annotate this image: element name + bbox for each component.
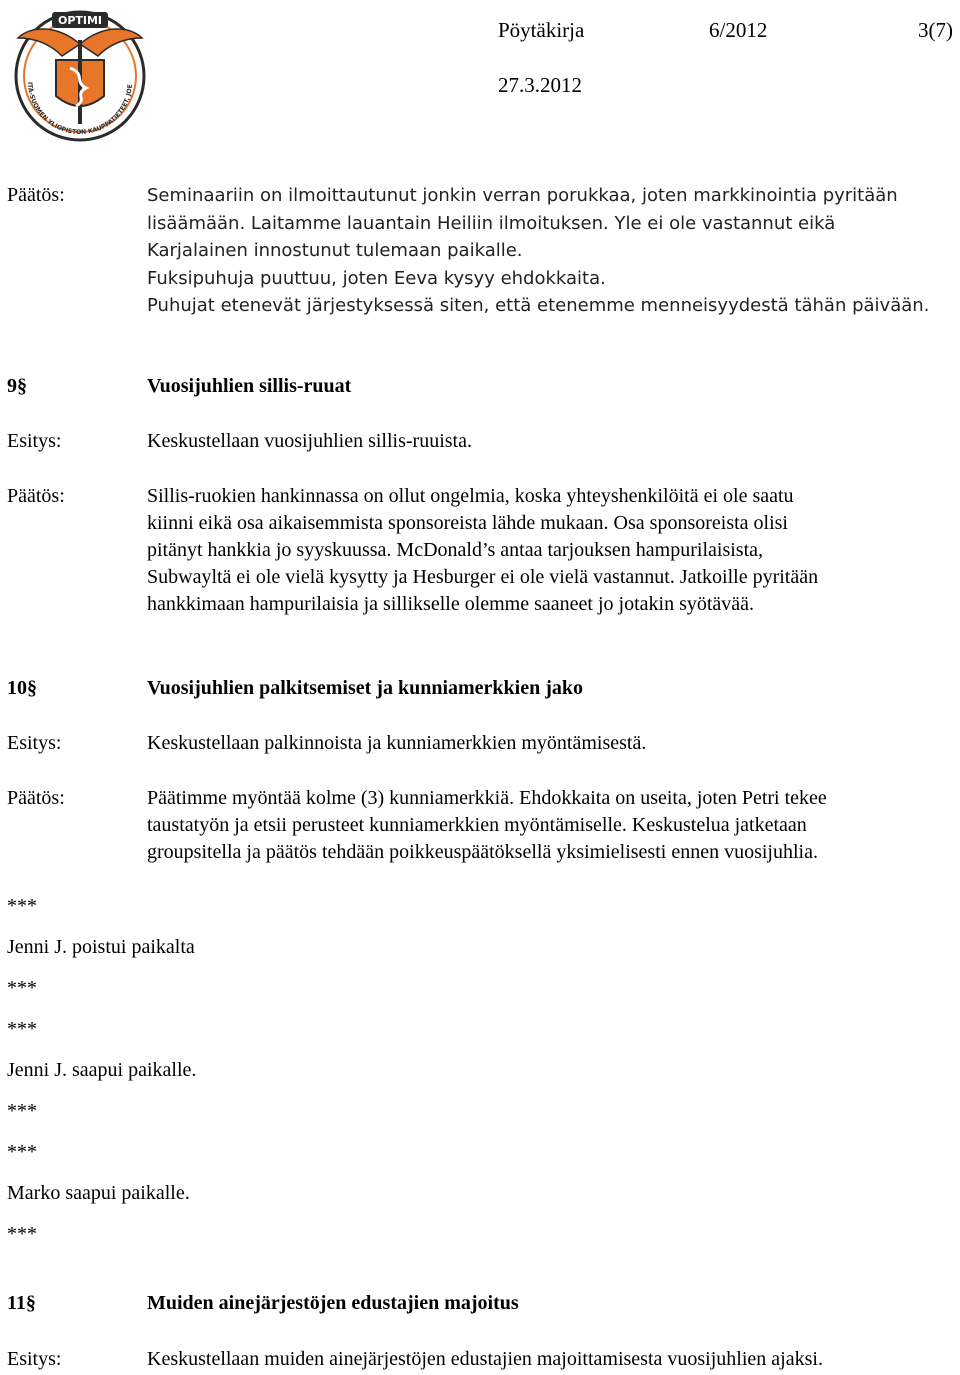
section10-decision-line: Päätimme myöntää kolme (3) kunniamerkkiä. Ehdokkaita on useita, joten Petri tekee <box>147 787 827 809</box>
note-separator: *** <box>7 1141 37 1163</box>
section10-decision-line: taustatyön ja etsii perusteet kunniamerkkien myöntämiselle. Keskustelua jatketaan <box>147 814 807 836</box>
section9-decision-text <box>147 483 957 618</box>
section9-proposal: Keskustellaan vuosijuhlien sillis-ruuista. <box>147 430 472 452</box>
section9-decision-line: pitänyt hankkia jo syyskuussa. McDonald’s antaa tarjouksen hampurilaisista, <box>147 539 763 561</box>
section9-decision-line: Sillis-ruokien hankinnassa on ollut ongelmia, koska yhteyshenkilöitä ei ole saatu <box>147 485 794 507</box>
doc-number: 6/2012 <box>709 18 768 42</box>
section11-number: 11§ <box>7 1292 36 1314</box>
prev-decision-text <box>147 182 957 320</box>
prev-decision-label: Päätös: <box>7 184 65 206</box>
note-separator: *** <box>7 977 37 999</box>
prev-decision-line: Karjalainen innostunut tulemaan paikalle. <box>147 240 523 261</box>
section9-proposal-label: Esitys: <box>7 430 62 452</box>
optimi-emblem <box>6 4 154 144</box>
section-sign: § <box>17 375 27 397</box>
section9-decision-line: hankkimaan hampurilaisia ja sillikselle olemme saaneet jo jotakin syötävää. <box>147 593 755 615</box>
prev-decision-line: Seminaariin on ilmoittautunut jonkin verran porukkaa, joten markkinointia pyritään <box>147 185 898 206</box>
optimi-logo <box>6 4 154 144</box>
section11-proposal-label: Esitys: <box>7 1348 62 1370</box>
logo-top-text: OPTIMI <box>57 14 103 27</box>
section10-proposal-label: Esitys: <box>7 732 62 754</box>
doc-type: Pöytäkirja <box>498 18 585 42</box>
section11-proposal: Keskustellaan muiden ainejärjestöjen edustajien majoittamisesta vuosijuhlien ajaksi. <box>147 1348 823 1370</box>
section9-title: Vuosijuhlien sillis-ruuat <box>147 375 352 397</box>
doc-date: 27.3.2012 <box>498 73 582 97</box>
page-number: 3(7) <box>918 18 953 42</box>
prev-decision-line: Fuksipuhuja puuttuu, joten Eeva kysyy ehdokkaita. <box>147 267 606 289</box>
note-entry: Jenni J. saapui paikalle. <box>7 1059 197 1081</box>
note-separator: *** <box>7 1223 37 1245</box>
prev-decision-line: Puhujat etenevät järjestyksessä siten, että etenemme menneisyydestä tähän päivään. <box>147 295 930 316</box>
section10-decision-label: Päätös: <box>7 787 65 809</box>
note-separator: *** <box>7 1100 37 1122</box>
section9-decision-line: kiinni eikä osa aikaisemmista sponsoreista lähde mukaan. Osa sponsoreista olisi <box>147 512 788 534</box>
prev-decision-line: lisäämään. Laitamme lauantain Heiliin ilmoituksen. Yle ei ole vastannut eikä <box>147 212 836 234</box>
section10-proposal: Keskustellaan palkinnoista ja kunniamerkkien myöntämisestä. <box>147 732 647 754</box>
section-sign: § <box>27 677 37 699</box>
section9-decision-line: Subwayltä ei ole vielä kysytty ja Hesburger ei ole vielä vastannut. Jatkoille pyritään <box>147 566 819 588</box>
section10-number: 10§ <box>7 677 37 699</box>
section10-decision-text <box>147 785 957 866</box>
logo-ring-text: ITÄ-SUOMEN YLIOPISTON KAUPPATIETEET, JOE <box>25 81 134 137</box>
section9-number: 9§ <box>7 375 27 397</box>
section11-title: Muiden ainejärjestöjen edustajien majoitus <box>147 1292 519 1314</box>
section9-decision-label: Päätös: <box>7 485 65 507</box>
section10-decision-line: groupsitella ja päätös tehdään poikkeuspäätöksellä yksimielisesti ennen vuosijuhlia. <box>147 841 818 863</box>
section-sign: § <box>25 1292 36 1314</box>
note-separator: *** <box>7 1018 37 1040</box>
note-entry: Marko saapui paikalle. <box>7 1182 190 1204</box>
note-entry: Jenni J. poistui paikalta <box>7 936 195 958</box>
note-separator: *** <box>7 895 37 917</box>
section10-title: Vuosijuhlien palkitsemiset ja kunniamerkkien jako <box>147 677 584 699</box>
